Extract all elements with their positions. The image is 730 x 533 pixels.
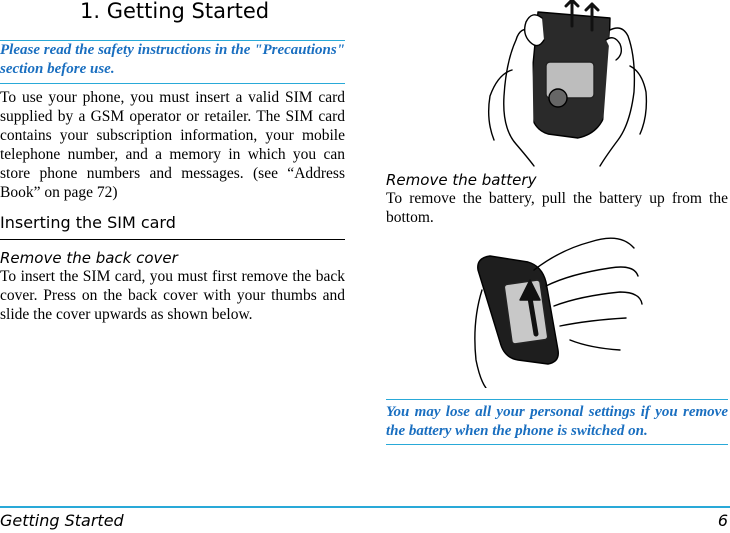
warning-bottom-rule — [386, 444, 728, 445]
warning-note: You may lose all your personal settings if you remove the battery when the phone is switched on. — [386, 404, 728, 439]
remove-cover-illustration — [460, 0, 650, 168]
section-rule — [0, 239, 345, 240]
footer-section-name: Getting Started — [0, 511, 124, 530]
warning-top-rule — [386, 399, 728, 400]
footer-rule — [0, 506, 730, 508]
section-heading: Inserting the SIM card — [0, 213, 176, 232]
remove-battery-illustration — [470, 230, 645, 388]
remove-cover-text: To insert the SIM card, you must first remove the back cover. Press on the back cover with your thumbs and slide the cover upwards as shown below. — [0, 268, 345, 323]
page-number: 6 — [717, 511, 728, 530]
precaution-note: Please read the safety instructions in the "Precautions" section before use. — [0, 42, 345, 77]
chapter-title: 1. Getting Started — [80, 0, 270, 23]
remove-cover-heading: Remove the back cover — [0, 249, 178, 267]
remove-battery-heading: Remove the battery — [386, 171, 537, 189]
intro-paragraph: To use your phone, you must insert a valid SIM card supplied by a GSM operator or retailer. The SIM card contains your subscription information, your mobile telephone number, and a memory in which you can store phone numbers and messages. (see “Address Book” on page 72) — [0, 89, 345, 201]
remove-battery-text: To remove the battery, pull the battery up from the bottom. — [386, 190, 728, 226]
note-bottom-rule — [0, 83, 345, 84]
